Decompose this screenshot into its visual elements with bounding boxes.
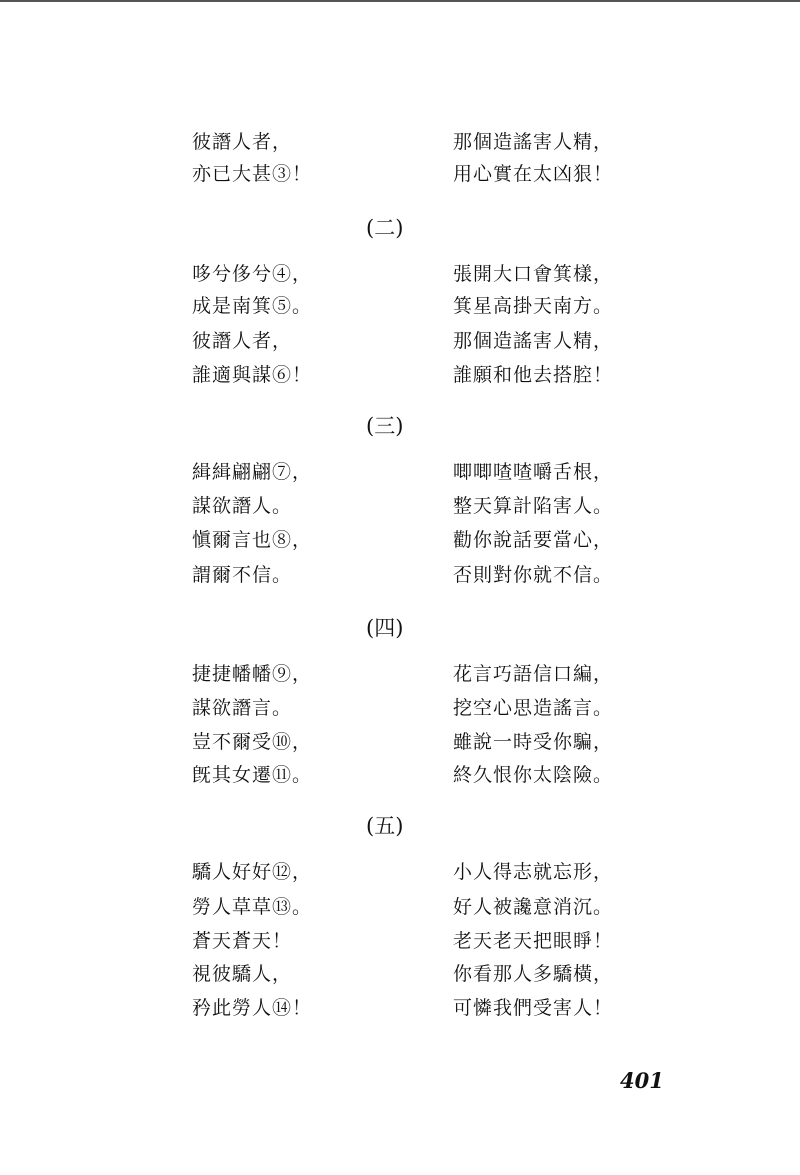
stanza1-right-line-2: 用心實在太凶狠！ [453, 163, 614, 185]
stanza3-right-line-2: 整天算計陷害人。 [453, 495, 614, 517]
stanza2-right-line-4: 誰願和他去搭腔！ [453, 364, 614, 386]
page-number: 401 [620, 1068, 664, 1093]
stanza4-left-line-2: 謀欲譖言。 [192, 697, 293, 719]
stanza5-left-line-3: 蒼天蒼天！ [192, 930, 293, 952]
stanza4-right-line-2: 挖空心思造謠言。 [453, 697, 614, 719]
stanza4-left-line-1: 捷捷幡幡⑨， [192, 663, 313, 685]
stanza2-right-line-3: 那個造謠害人精， [453, 330, 614, 352]
stanza5-right-line-2: 好人被讒意消沉。 [453, 896, 614, 918]
stanza2-left-line-2: 成是南箕⑤。 [192, 295, 313, 317]
stanza4-left-line-4: 旣其女遷⑪。 [192, 764, 313, 786]
stanza5-left-line-2: 勞人草草⑬。 [192, 896, 313, 918]
stanza3-left-line-3: 愼爾言也⑧， [192, 529, 313, 551]
stanza4-right-line-1: 花言巧語信口編， [453, 663, 614, 685]
section-heading-3: (三) [366, 414, 404, 438]
stanza5-right-line-1: 小人得志就忘形， [453, 861, 614, 883]
section-heading-5: (五) [366, 814, 404, 838]
stanza1-left-line-1: 彼譖人者， [192, 131, 293, 153]
top-border-line [0, 0, 800, 2]
stanza4-right-line-3: 雖說一時受你騙， [453, 731, 614, 753]
stanza3-right-line-4: 否則對你就不信。 [453, 564, 614, 586]
stanza5-left-line-1: 驕人好好⑫， [192, 861, 313, 883]
stanza5-right-line-3: 老天老天把眼睜！ [453, 930, 614, 952]
stanza5-left-line-5: 矜此勞人⑭！ [192, 997, 313, 1019]
stanza3-right-line-1: 唧唧喳喳嚼舌根， [453, 461, 614, 483]
section-heading-2: (二) [366, 216, 404, 240]
stanza3-left-line-1: 緝緝翩翩⑦， [192, 461, 313, 483]
stanza4-right-line-4: 終久恨你太陰險。 [453, 764, 614, 786]
stanza3-left-line-4: 謂爾不信。 [192, 564, 293, 586]
stanza1-left-line-2: 亦已大甚③！ [192, 163, 313, 185]
stanza5-right-line-5: 可憐我們受害人！ [453, 997, 614, 1019]
stanza2-left-line-1: 哆兮侈兮④， [192, 263, 313, 285]
stanza4-left-line-3: 豈不爾受⑩， [192, 731, 313, 753]
stanza5-right-line-4: 你看那人多驕橫， [453, 963, 614, 985]
stanza3-left-line-2: 謀欲譖人。 [192, 495, 293, 517]
stanza2-right-line-2: 箕星高掛天南方。 [453, 295, 614, 317]
stanza1-right-line-1: 那個造謠害人精， [453, 131, 614, 153]
stanza5-left-line-4: 視彼驕人， [192, 963, 293, 985]
section-heading-4: (四) [366, 616, 404, 640]
stanza2-right-line-1: 張開大口㑹箕樣， [453, 263, 614, 285]
stanza2-left-line-3: 彼譖人者， [192, 330, 293, 352]
stanza2-left-line-4: 誰適與謀⑥！ [192, 364, 313, 386]
stanza3-right-line-3: 勸你說話要當心， [453, 529, 614, 551]
